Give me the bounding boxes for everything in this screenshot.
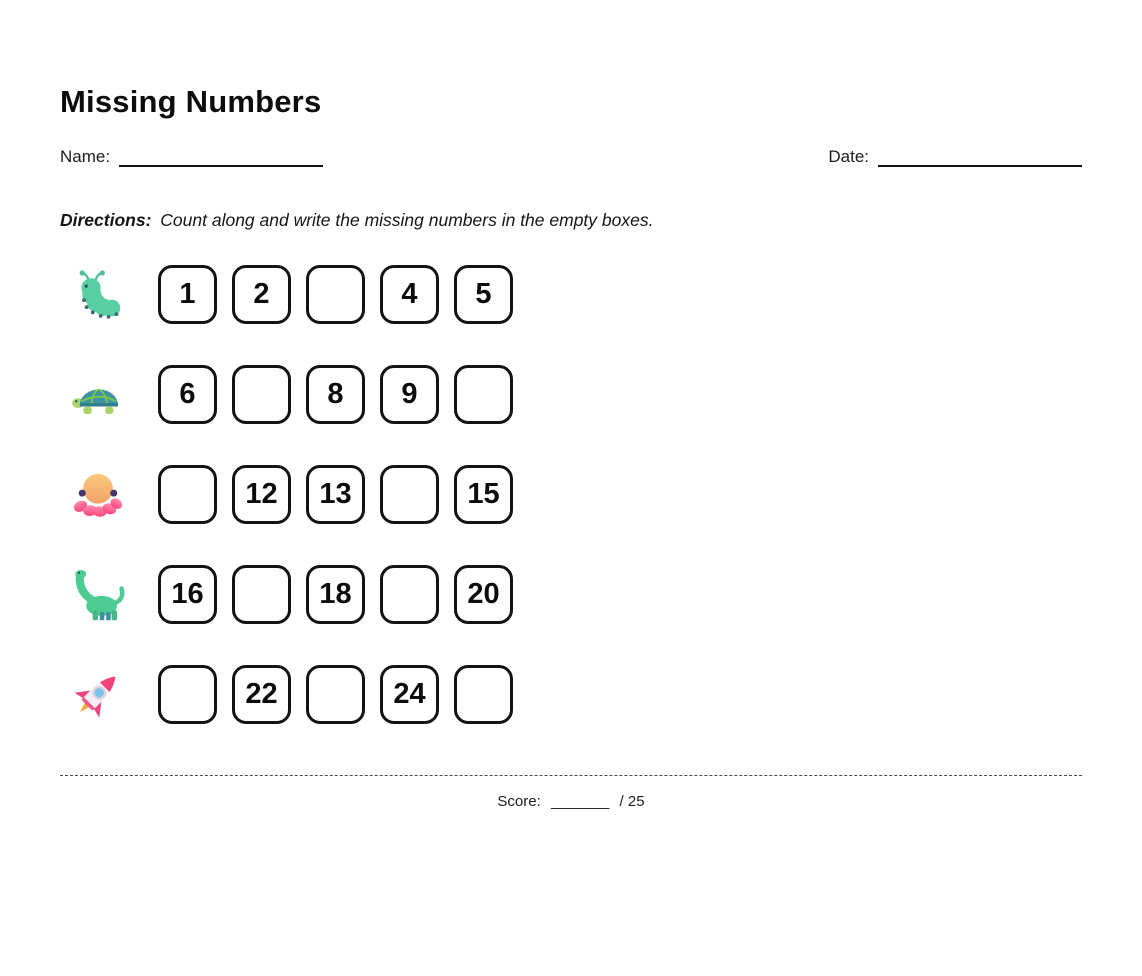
caterpillar-icon xyxy=(66,262,130,326)
number-box: 4 xyxy=(380,265,439,324)
number-box: 5 xyxy=(454,265,513,324)
empty-answer-box[interactable] xyxy=(454,365,513,424)
date-label: Date: xyxy=(828,147,869,166)
row-2 xyxy=(60,362,1082,426)
cells-row-5 xyxy=(158,665,513,724)
row-5 xyxy=(60,662,1082,726)
number-box: 18 xyxy=(306,565,365,624)
number-box: 22 xyxy=(232,665,291,724)
date-line[interactable] xyxy=(878,152,1082,167)
number-box: 13 xyxy=(306,465,365,524)
score-blank[interactable]: _______ xyxy=(550,793,610,810)
number-box: 1 xyxy=(158,265,217,324)
cells-row-2 xyxy=(158,365,513,424)
number-box: 16 xyxy=(158,565,217,624)
date-field xyxy=(828,147,1082,167)
cells-row-4 xyxy=(158,565,513,624)
directions-label: Directions: xyxy=(60,210,152,230)
footer-divider xyxy=(60,775,1082,776)
empty-answer-box[interactable] xyxy=(158,665,217,724)
number-box: 2 xyxy=(232,265,291,324)
name-date-row xyxy=(60,147,1082,167)
empty-answer-box[interactable] xyxy=(454,665,513,724)
empty-answer-box[interactable] xyxy=(306,665,365,724)
directions xyxy=(60,210,1082,231)
page-title: Missing Numbers xyxy=(60,84,322,119)
score-total: / 25 xyxy=(619,793,645,810)
row-1 xyxy=(60,262,1082,326)
row-4 xyxy=(60,562,1082,626)
number-rows xyxy=(60,262,1082,726)
cells-row-1 xyxy=(158,265,513,324)
worksheet-page xyxy=(0,84,1142,810)
empty-answer-box[interactable] xyxy=(380,465,439,524)
empty-answer-box[interactable] xyxy=(306,265,365,324)
number-box: 8 xyxy=(306,365,365,424)
turtle-icon xyxy=(66,362,130,426)
name-line[interactable] xyxy=(119,152,323,167)
empty-answer-box[interactable] xyxy=(158,465,217,524)
empty-answer-box[interactable] xyxy=(232,565,291,624)
cells-row-3 xyxy=(158,465,513,524)
number-box: 15 xyxy=(454,465,513,524)
row-3 xyxy=(60,462,1082,526)
number-box: 12 xyxy=(232,465,291,524)
number-box: 6 xyxy=(158,365,217,424)
name-label: Name: xyxy=(60,147,111,166)
empty-answer-box[interactable] xyxy=(232,365,291,424)
name-field xyxy=(60,147,323,167)
empty-answer-box[interactable] xyxy=(380,565,439,624)
directions-text: Count along and write the missing numbers in the empty boxes. xyxy=(160,210,654,230)
score-row xyxy=(60,793,1082,810)
rocket-icon xyxy=(66,662,130,726)
octopus-icon xyxy=(66,462,130,526)
sauropod-icon xyxy=(66,562,130,626)
number-box: 9 xyxy=(380,365,439,424)
number-box: 20 xyxy=(454,565,513,624)
number-box: 24 xyxy=(380,665,439,724)
score-label: Score: xyxy=(497,793,541,810)
